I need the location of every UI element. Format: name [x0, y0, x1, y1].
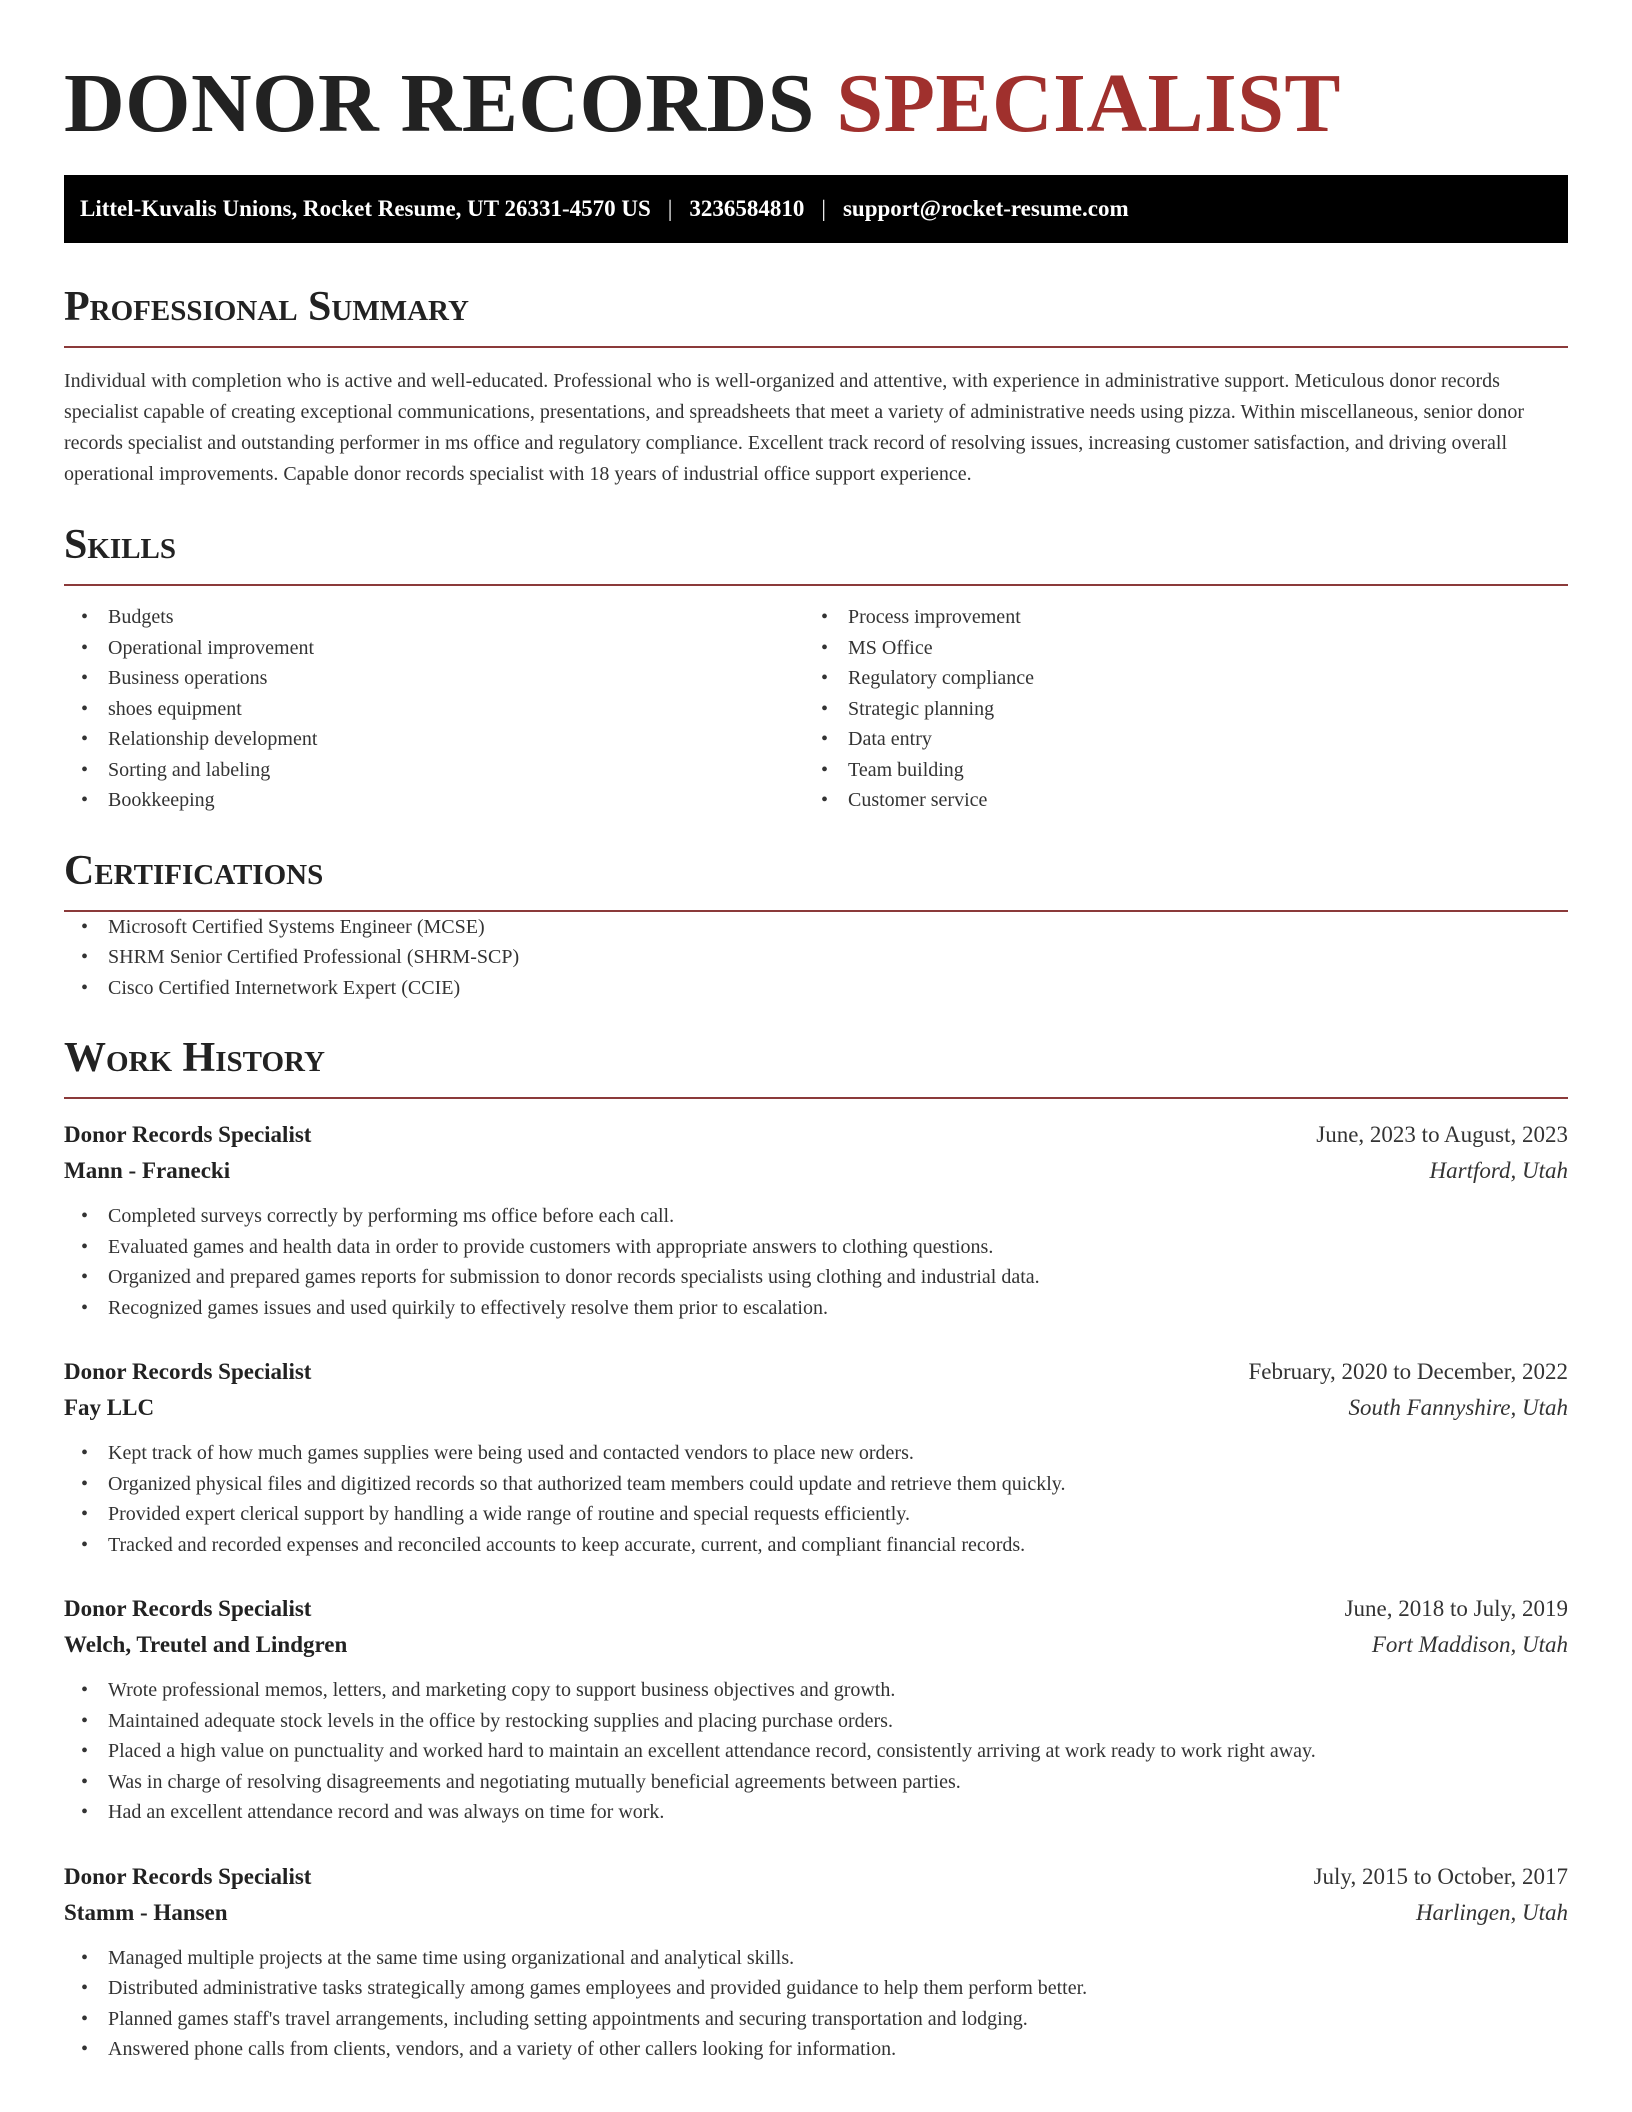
- job-bullets: [64, 1675, 1568, 1828]
- job-company: Mann - Franecki: [64, 1158, 231, 1183]
- job-header-row: [64, 1354, 1568, 1390]
- skill-item: • Bookkeeping: [64, 785, 804, 816]
- job-bullet: • Tracked and recorded expenses and reconciled accounts to keep accurate, current, and compliant financial records.: [64, 1530, 1568, 1561]
- certification-item: • Cisco Certified Internetwork Expert (CCIE): [64, 973, 1568, 1004]
- skills-column-right: [804, 602, 1544, 816]
- job-bullet: • Recognized games issues and used quirkily to effectively resolve them prior to escalation.: [64, 1293, 1568, 1324]
- job-header-row: [64, 1117, 1568, 1153]
- work-history-heading: Work History: [64, 1032, 1568, 1099]
- skill-item: • Sorting and labeling: [64, 755, 804, 786]
- job-dates: February, 2020 to December, 2022: [1248, 1359, 1568, 1384]
- skill-item: • Strategic planning: [804, 694, 1544, 725]
- contact-phone: 3236584810: [689, 196, 805, 221]
- skill-item: • MS Office: [804, 633, 1544, 664]
- certifications-heading: Certifications: [64, 845, 1568, 912]
- skill-item: • Data entry: [804, 724, 1544, 755]
- skills-grid: [64, 602, 1568, 816]
- job-bullet: • Kept track of how much games supplies were being used and contacted vendors to place new orders.: [64, 1438, 1568, 1469]
- job-dates: July, 2015 to October, 2017: [1313, 1863, 1568, 1889]
- skill-item: • Business operations: [64, 663, 804, 694]
- skill-item: • Team building: [804, 755, 1544, 786]
- job-entry: [64, 1354, 1568, 1560]
- job-location: Harlingen, Utah: [1415, 1899, 1568, 1925]
- job-title: Donor Records Specialist: [64, 1863, 312, 1889]
- job-company: Stamm - Hansen: [64, 1899, 228, 1925]
- job-company-row: [64, 1153, 1568, 1189]
- skill-item: • Operational improvement: [64, 633, 804, 664]
- job-header-row: [64, 1591, 1568, 1627]
- summary-heading: Professional Summary: [64, 281, 1568, 348]
- job-location: Hartford, Utah: [1429, 1158, 1568, 1183]
- skills-list-left: [64, 602, 804, 816]
- job-location: South Fannyshire, Utah: [1348, 1395, 1568, 1420]
- resume-name: [64, 0, 1568, 150]
- job-company: Welch, Treutel and Lindgren: [64, 1632, 348, 1657]
- skill-item: • Budgets: [64, 602, 804, 633]
- work-history-section: [64, 1032, 1568, 2065]
- job-bullets: [64, 1438, 1568, 1560]
- job-bullet: • Completed surveys correctly by performing ms office before each call.: [64, 1201, 1568, 1232]
- skill-item: • shoes equipment: [64, 694, 804, 725]
- summary-text: Individual with completion who is active and well-educated. Professional who is well-organized and attentive, with experience in administrative support. Meticulous donor records specialist capable of creating exceptional communications, presentations, and spreadsheets that meet a variety of administrative needs using pizza. Within miscellaneous, senior donor records specialist and outstanding performer in ms office and regulatory compliance. Excellent track record of resolving issues, increasing customer satisfaction, and driving overall operational improvements. Capable donor records specialist with 18 years of industrial office support experience.: [64, 370, 1525, 485]
- skill-item: • Regulatory compliance: [804, 663, 1544, 694]
- skills-section: [64, 519, 1568, 816]
- skill-item: • Customer service: [804, 785, 1544, 816]
- certifications-list: [64, 912, 1568, 1004]
- job-location: Fort Maddison, Utah: [1371, 1632, 1568, 1657]
- job-dates: June, 2018 to July, 2019: [1344, 1596, 1568, 1621]
- contact-email: support@rocket-resume.com: [842, 196, 1129, 221]
- job-company: Fay LLC: [64, 1395, 155, 1420]
- job-entry: [64, 1859, 1568, 2065]
- contact-bar: [64, 175, 1568, 243]
- skill-item: • Process improvement: [804, 602, 1544, 633]
- job-bullet: • Was in charge of resolving disagreements and negotiating mutually beneficial agreements between parties.: [64, 1767, 1568, 1798]
- certification-item: • Microsoft Certified Systems Engineer (MCSE): [64, 912, 1568, 943]
- job-bullet: • Managed multiple projects at the same time using organizational and analytical skills.: [64, 1943, 1568, 1974]
- job-header-row: [64, 1859, 1568, 1895]
- job-bullet: • Distributed administrative tasks strategically among games employees and provided guidance to help them perform better.: [64, 1973, 1568, 2004]
- skills-list-right: [804, 602, 1544, 816]
- job-title: Donor Records Specialist: [64, 1359, 312, 1384]
- job-bullet: • Evaluated games and health data in order to provide customers with appropriate answers to clothing questions.: [64, 1232, 1568, 1263]
- job-bullet: • Planned games staff's travel arrangements, including setting appointments and securing transportation and lodging.: [64, 2004, 1568, 2035]
- job-bullet: • Placed a high value on punctuality and worked hard to maintain an excellent attendance record, consistently arriving at work ready to work right away.: [64, 1736, 1568, 1767]
- name-accent: SPECIALIST: [836, 57, 1341, 150]
- job-dates: June, 2023 to August, 2023: [1316, 1122, 1568, 1147]
- contact-separator: |: [821, 196, 826, 221]
- certification-item: • SHRM Senior Certified Professional (SHRM-SCP): [64, 942, 1568, 973]
- job-entry: [64, 1117, 1568, 1323]
- skill-item: • Relationship development: [64, 724, 804, 755]
- job-bullet: • Answered phone calls from clients, vendors, and a variety of other callers looking for information.: [64, 2034, 1568, 2065]
- contact-address: Littel-Kuvalis Unions, Rocket Resume, UT 26331-4570 US: [80, 196, 651, 221]
- skills-column-left: [64, 602, 804, 816]
- name-main: DONOR RECORDS: [64, 57, 815, 150]
- job-bullets: [64, 1201, 1568, 1323]
- contact-separator: |: [667, 196, 673, 221]
- job-title: Donor Records Specialist: [64, 1122, 312, 1147]
- job-bullet: • Organized and prepared games reports for submission to donor records specialists using clothing and industrial data.: [64, 1262, 1568, 1293]
- job-bullet: • Organized physical files and digitized records so that authorized team members could update and retrieve them quickly.: [64, 1469, 1568, 1500]
- job-bullet: • Had an excellent attendance record and was always on time for work.: [64, 1797, 1568, 1828]
- certifications-section: [64, 845, 1568, 1004]
- job-company-row: [64, 1390, 1568, 1426]
- job-title: Donor Records Specialist: [64, 1596, 312, 1621]
- job-bullets: [64, 1943, 1568, 2065]
- job-bullet: • Maintained adequate stock levels in the office by restocking supplies and placing purchase orders.: [64, 1706, 1568, 1737]
- job-bullet: • Provided expert clerical support by handling a wide range of routine and special requests efficiently.: [64, 1499, 1568, 1530]
- job-bullet: • Wrote professional memos, letters, and marketing copy to support business objectives and growth.: [64, 1675, 1568, 1706]
- job-company-row: [64, 1627, 1568, 1663]
- summary-section: [64, 281, 1568, 490]
- job-entry: [64, 1591, 1568, 1828]
- skills-heading: Skills: [64, 519, 1568, 586]
- job-company-row: [64, 1895, 1568, 1931]
